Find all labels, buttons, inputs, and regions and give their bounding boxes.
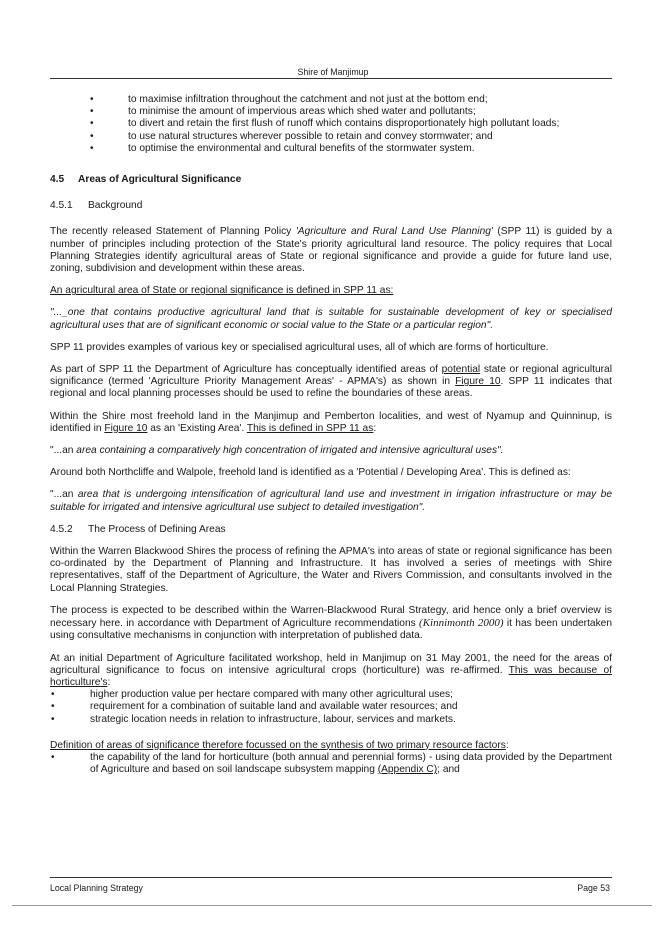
paragraph-apma: As part of SPP 11 the Department of Agriculture has conceptually identified areas of potential state or regional agricultural significance (termed 'Agriculture Priority Management Areas' - APMA's) as shown in Figure 10. SPP 11 indicates that regional and local planning processes should be used to refine the boundaries of these areas. (50, 364, 612, 400)
definition-heading-2: Definition of areas of significance therefore focussed on the synthesis of two primary resource factors: (50, 739, 509, 751)
paragraph-process-overview: Within the Warren Blackwood Shires the process of refining the APMA's into areas of state or regional significance has been co-ordinated by the Department of Planning and Infrastructure. It has involved a series of meetings with Shire representatives, staff of the Department of Agriculture, the Water and Rivers Commission, and consultants involved in the Local Planning Strategies. (50, 546, 612, 594)
horticulture-bullet-list (50, 689, 612, 726)
paragraph-spp11-intro: The recently released Statement of Planning Policy 'Agriculture and Rural Land Use Planning' (SPP 11) is guided by a number of principles including protection of the State's priority agricultural land resource. The policy requires that Local Planning Strategies identify agricultural areas of State or regional significance and provide a guide for future land use, zoning, subdivision and development within these areas. (50, 226, 613, 275)
list-item: • to divert and retain the first flush of runoff which contains disproportionately high pollutant loads; (50, 118, 612, 130)
subsection-heading-process (50, 524, 612, 536)
page-edge-rule (12, 905, 652, 906)
section-heading (50, 174, 612, 186)
subsection-title: The Process of Defining Areas (88, 523, 226, 535)
list-item: • to minimise the amount of impervious areas which shed water and pollutants; (50, 106, 612, 118)
paragraph-spp11-examples: SPP 11 provides examples of various key or specialised agricultural uses, all of which are forms of horticulture. (50, 341, 549, 353)
subsection-title: Background (88, 200, 143, 212)
list-item: • the capability of the land for horticulture (both annual and perennial forms) - using data provided by the Department of Agriculture and based on soil landscape subsystem mapping (Appendix C); and (50, 752, 612, 776)
section-number: 4.5 (50, 174, 65, 186)
subsection-number: 4.5.1 (50, 200, 73, 212)
list-item: • to maximise infiltration throughout the catchment and not just at the bottom end; (50, 94, 612, 106)
subsection-heading-background (50, 200, 612, 212)
list-item: • to use natural structures wherever possible to retain and convey stormwater; and (50, 131, 612, 143)
appendix-c-reference: (Appendix C) (377, 764, 438, 776)
figure-10-reference: Figure 10 (455, 376, 501, 388)
footer-page-number: Page 53 (577, 883, 610, 893)
definition-heading: An agricultural area of State or regional significance is defined in SPP 11 as: (50, 285, 394, 297)
quote-definition-1: "..._one that contains productive agricultural land that is suitable for sustainable development of key or specialised agricultural uses that are of significant economic or social value to the State or a particular region". (50, 307, 612, 331)
paragraph-potential-area: Around both Northcliffe and Walpole, freehold land is identified as a 'Potential / Developing Area'. This is defined as: (50, 467, 571, 479)
intro-bullet-list (50, 94, 612, 155)
quote-potential-area: "...an area that is undergoing intensification of agricultural land use and investment in irrigation infrastructure or may be suitable for irrigated and intensive agricultural use subject to detailed investigation". (50, 489, 612, 513)
paragraph-existing-area: Within the Shire most freehold land in the Manjimup and Pemberton localities, and west of Nyamup and Quinninup, is identified in Figure 10 as an 'Existing Area'. This is defined in SPP 11 as: (50, 410, 612, 434)
subsection-number: 4.5.2 (50, 523, 73, 535)
list-item: • to optimise the environmental and cultural benefits of the stormwater system. (50, 143, 612, 155)
list-item: • requirement for a combination of suitable land and available water resources; and (50, 701, 612, 713)
list-item: • higher production value per hectare compared with many other agricultural uses; (50, 689, 612, 701)
resource-factor-bullet-list (50, 752, 612, 776)
quote-existing-area: "...an area containing a comparatively high concentration of irrigated and intensive agricultural uses". (50, 445, 504, 457)
paragraph-rural-strategy: The process is expected to be described within the Warren-Blackwood Rural Strategy, arid hence only a brief overview is necessary here. in accordance with Department of Agriculture recommendations (Kinnimonth 2000) it has been undertaken using consultative mechanisms in conjunction with interpretation of published data. (50, 604, 612, 642)
page-header-title: Shire of Manjimup (297, 67, 369, 77)
footer-rule (50, 877, 612, 878)
paragraph-workshop: At an initial Department of Agriculture facilitated workshop, held in Manjimup on 31 May 2001, the need for the areas of agricultural significance to focus on intensive agricultural crops (horticulture) was re-affirmed. This was because of horticulture's: (50, 652, 612, 688)
list-item: • strategic location needs in relation to infrastructure, labour, services and markets. (50, 714, 612, 726)
page-body (50, 94, 612, 776)
section-title: Areas of Agricultural Significance (78, 174, 242, 186)
footer-document-title: Local Planning Strategy (50, 883, 143, 893)
header-rule (50, 78, 612, 79)
